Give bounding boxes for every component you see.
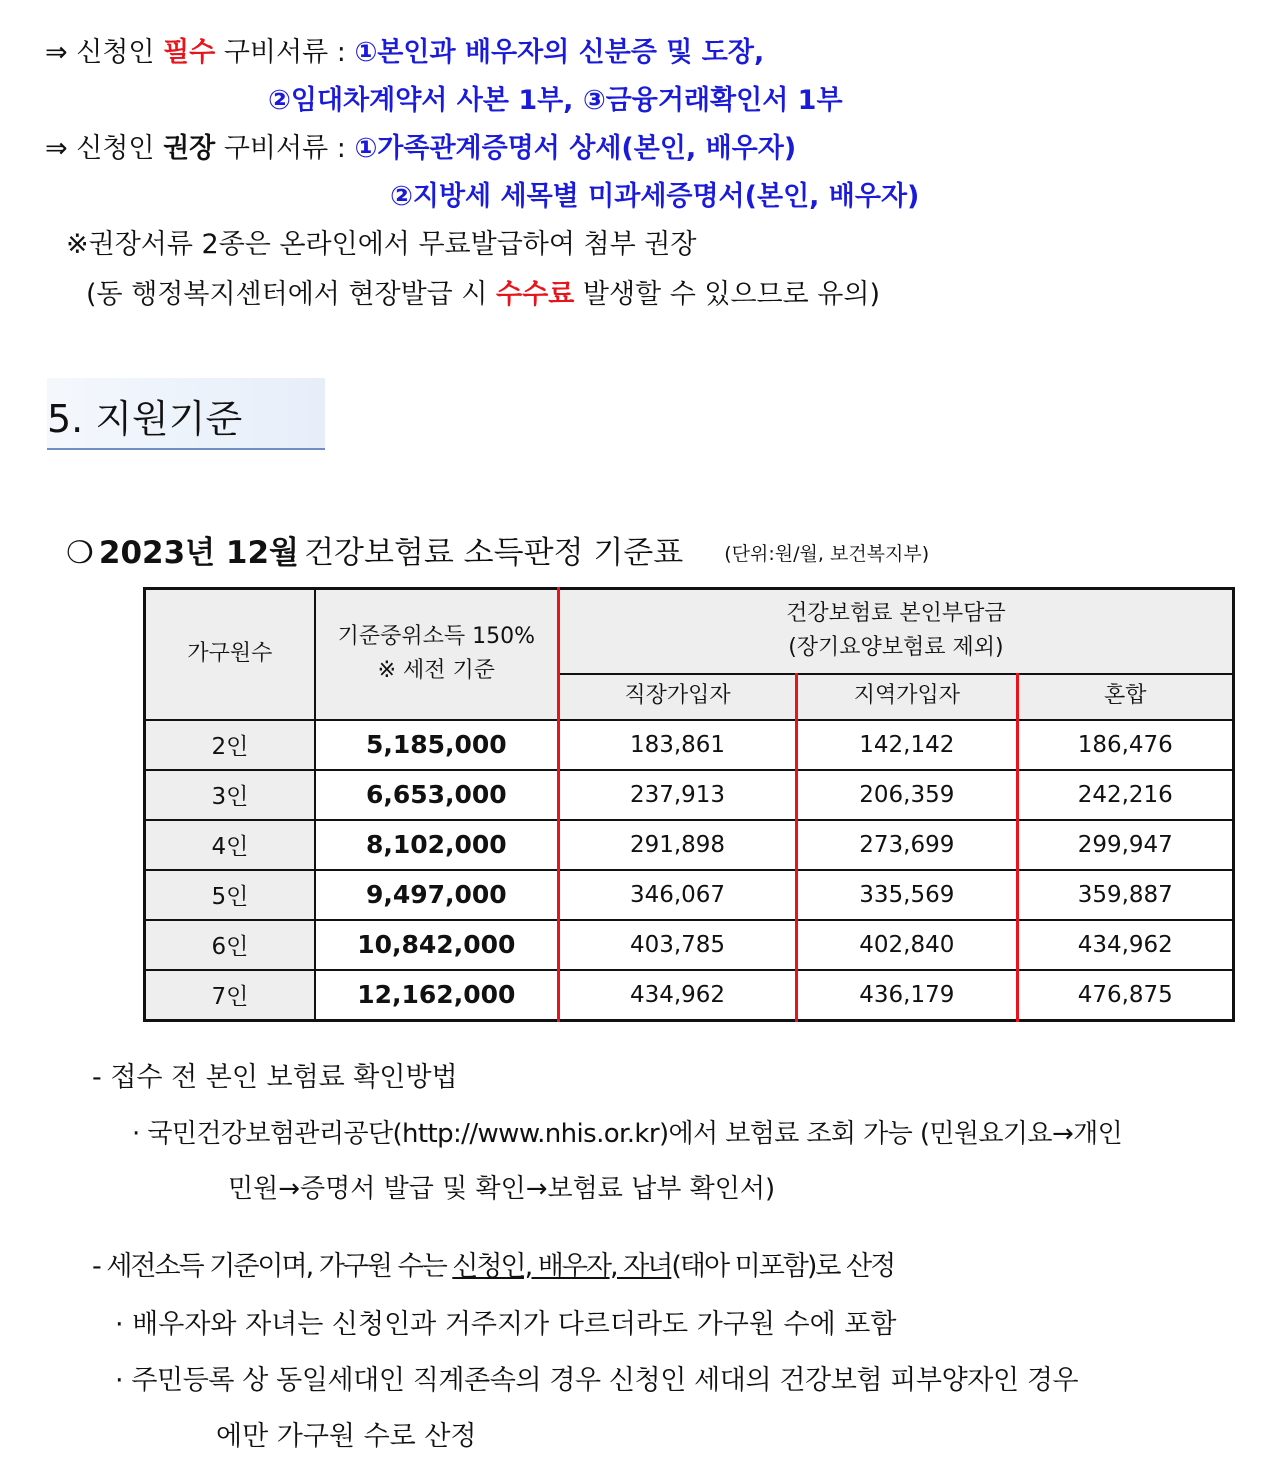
cell-household: 5인 <box>145 870 315 920</box>
cell-mixed: 476,875 <box>1017 970 1233 1021</box>
arrow-icon: ⇒ <box>45 133 68 164</box>
basis-line <box>92 1252 894 1282</box>
table-row <box>145 720 1234 770</box>
check-method-line1: · 국민건강보험관리공단(http://www.nhis.or.kr)에서 보험료 조회 가능 (민원요기요→개인 <box>132 1119 1123 1149</box>
header-income <box>315 589 559 720</box>
basis-prefix: - 세전소득 기준이며, 가구원 수는 <box>92 1251 446 1282</box>
header-mixed: 혼합 <box>1017 674 1233 720</box>
note-online: ※권장서류 2종은 온라인에서 무료발급하여 첨부 권장 <box>66 229 697 260</box>
cell-employee: 183,861 <box>558 720 796 770</box>
table-row <box>145 770 1234 820</box>
cell-employee: 403,785 <box>558 920 796 970</box>
required-docs-line <box>45 38 764 68</box>
header-household: 가구원수 <box>145 589 315 720</box>
header-premium-line1: 건강보험료 본인부담금 <box>786 601 1006 627</box>
cell-employee: 346,067 <box>558 870 796 920</box>
cell-mixed: 186,476 <box>1017 720 1233 770</box>
basis-item2-line1: · 주민등록 상 동일세대인 직계존속의 경우 신청인 세대의 건강보험 피부양자인 경우 <box>115 1365 1079 1396</box>
table-unit: (단위:원/월, 보건복지부) <box>724 543 930 565</box>
header-premium <box>558 589 1233 674</box>
cell-regional: 402,840 <box>797 920 1017 970</box>
cell-income: 9,497,000 <box>315 870 559 920</box>
income-criteria-table <box>143 587 1235 1022</box>
note-fee <box>86 280 880 310</box>
cell-income: 10,842,000 <box>315 920 559 970</box>
basis-suffix: (태아 미포함)로 산정 <box>671 1251 895 1282</box>
circle-bullet-icon: ❍ <box>66 535 94 571</box>
cell-mixed: 242,216 <box>1017 770 1233 820</box>
header-employee: 직장가입자 <box>558 674 796 720</box>
table-row <box>145 820 1234 870</box>
recommended-docs-line <box>45 134 796 164</box>
cell-employee: 434,962 <box>558 970 796 1021</box>
table-row <box>145 970 1234 1021</box>
recommended-label-suffix: 구비서류 : <box>223 133 346 164</box>
section-heading: 5. 지원기준 <box>47 397 243 441</box>
table-title-text: 건강보험료 소득판정 기준표 <box>304 535 684 571</box>
header-premium-line2: (장기요양보험료 제외) <box>788 635 1004 661</box>
required-items-1: ①본인과 배우자의 신분증 및 도장, <box>354 37 765 68</box>
table-title <box>66 527 929 572</box>
cell-household: 4인 <box>145 820 315 870</box>
cell-income: 12,162,000 <box>315 970 559 1021</box>
cell-mixed: 434,962 <box>1017 920 1233 970</box>
basis-item2-line2: 에만 가구원 수로 산정 <box>216 1421 477 1452</box>
arrow-icon: ⇒ <box>45 37 68 68</box>
cell-regional: 206,359 <box>797 770 1017 820</box>
check-method-line2: 민원→증명서 발급 및 확인→보험료 납부 확인서) <box>228 1174 776 1204</box>
cell-employee: 291,898 <box>558 820 796 870</box>
recommended-highlight: 권장 <box>163 133 216 164</box>
required-label-prefix: 신청인 <box>76 37 155 68</box>
required-items-2: ②임대차계약서 사본 1부, ③금융거래확인서 1부 <box>268 85 843 116</box>
note-fee-suffix: 발생할 수 있으므로 유의) <box>582 279 880 310</box>
cell-household: 6인 <box>145 920 315 970</box>
cell-income: 5,185,000 <box>315 720 559 770</box>
cell-household: 2인 <box>145 720 315 770</box>
header-income-line2: ※ 세전 기준 <box>377 658 496 684</box>
header-regional: 지역가입자 <box>797 674 1017 720</box>
table-title-date: 2023년 12월 <box>98 535 299 571</box>
table-row <box>145 870 1234 920</box>
recommended-items-1: ①가족관계증명서 상세(본인, 배우자) <box>354 133 797 164</box>
recommended-label-prefix: 신청인 <box>76 133 155 164</box>
recommended-items-2: ②지방세 세목별 미과세증명서(본인, 배우자) <box>390 181 920 212</box>
cell-regional: 142,142 <box>797 720 1017 770</box>
note-fee-prefix: (동 행정복지센터에서 현장발급 시 <box>86 279 488 310</box>
cell-regional: 273,699 <box>797 820 1017 870</box>
header-income-line1: 기준중위소득 150% <box>337 624 536 650</box>
cell-household: 7인 <box>145 970 315 1021</box>
basis-item1: · 배우자와 자녀는 신청인과 거주지가 다르더라도 가구원 수에 포함 <box>115 1309 897 1340</box>
required-highlight: 필수 <box>163 37 216 68</box>
cell-mixed: 359,887 <box>1017 870 1233 920</box>
cell-household: 3인 <box>145 770 315 820</box>
basis-underlined: 신청인, 배우자, 자녀 <box>452 1251 672 1282</box>
table-row <box>145 920 1234 970</box>
note-fee-highlight: 수수료 <box>496 279 575 310</box>
cell-regional: 335,569 <box>797 870 1017 920</box>
cell-income: 6,653,000 <box>315 770 559 820</box>
cell-income: 8,102,000 <box>315 820 559 870</box>
required-label-suffix: 구비서류 : <box>223 37 346 68</box>
check-method-title: - 접수 전 본인 보험료 확인방법 <box>92 1062 458 1093</box>
cell-mixed: 299,947 <box>1017 820 1233 870</box>
cell-employee: 237,913 <box>558 770 796 820</box>
cell-regional: 436,179 <box>797 970 1017 1021</box>
